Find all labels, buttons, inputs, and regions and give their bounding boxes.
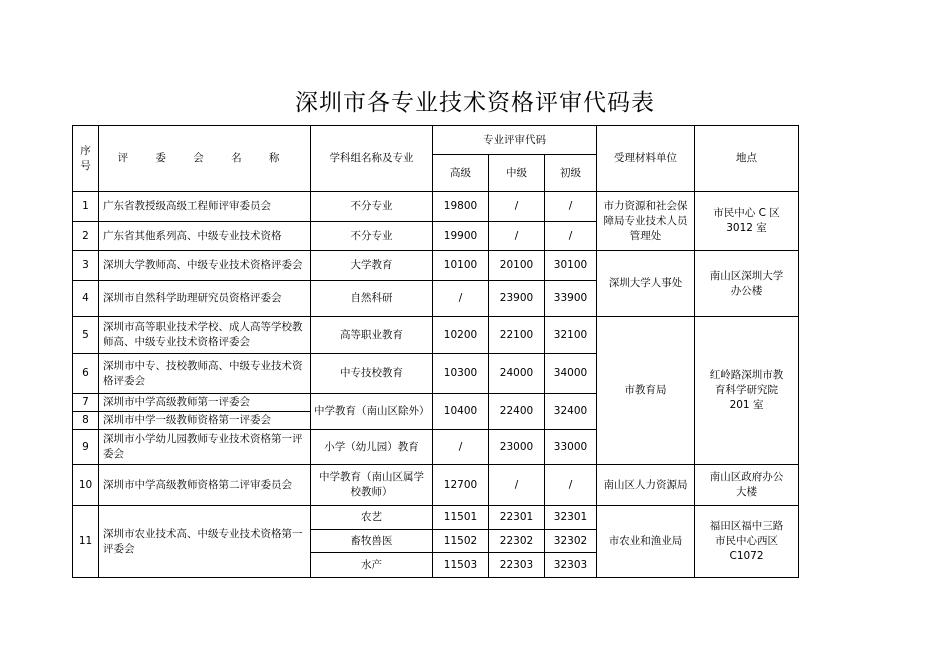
row-group: 水产 xyxy=(311,553,433,578)
header-middle: 中级 xyxy=(489,155,545,192)
row-senior: / xyxy=(433,281,489,317)
header-place: 地点 xyxy=(695,126,799,192)
row-middle: 23000 xyxy=(489,430,545,465)
code-table xyxy=(72,125,799,578)
unit-cell: 市农业和渔业局 xyxy=(597,506,695,578)
table-row xyxy=(73,251,799,281)
row-no: 7 xyxy=(73,394,99,412)
unit-cell: 南山区人力资源局 xyxy=(597,465,695,506)
table-row xyxy=(73,192,799,222)
row-middle: / xyxy=(489,192,545,222)
row-middle: 22400 xyxy=(489,394,545,430)
row-name: 深圳市中学高级教师第一评委会 xyxy=(99,394,311,412)
table-row xyxy=(73,465,799,506)
row-name: 深圳市中学一级教师资格第一评委会 xyxy=(99,412,311,430)
row-senior: 11503 xyxy=(433,553,489,578)
header-committee: 评 委 会 名 称 xyxy=(99,126,311,192)
row-group: 中专技校教育 xyxy=(311,354,433,394)
row-no: 9 xyxy=(73,430,99,465)
header-seq: 序 号 xyxy=(73,126,99,192)
row-junior: / xyxy=(545,465,597,506)
page-title: 深圳市各专业技术资格评审代码表 xyxy=(295,90,655,116)
row-senior: 11501 xyxy=(433,506,489,530)
place-cell: 南山区深圳大学 办公楼 xyxy=(695,251,799,317)
row-no: 10 xyxy=(73,465,99,506)
row-senior: 10100 xyxy=(433,251,489,281)
row-junior: 32303 xyxy=(545,553,597,578)
row-junior: 33000 xyxy=(545,430,597,465)
row-junior: 33900 xyxy=(545,281,597,317)
row-group: 畜牧兽医 xyxy=(311,530,433,553)
row-junior: 32100 xyxy=(545,317,597,354)
row-name: 广东省教授级高级工程师评审委员会 xyxy=(99,192,311,222)
place-cell: 红岭路深圳市教 育科学研究院 201 室 xyxy=(695,317,799,465)
row-middle: 22100 xyxy=(489,317,545,354)
row-no: 11 xyxy=(73,506,99,578)
row-middle: 20100 xyxy=(489,251,545,281)
row-name: 深圳大学教师高、中级专业技术资格评委会 xyxy=(99,251,311,281)
row-middle: / xyxy=(489,222,545,251)
row-no: 5 xyxy=(73,317,99,354)
row-senior: 19900 xyxy=(433,222,489,251)
row-senior: 10300 xyxy=(433,354,489,394)
header-code: 专业评审代码 xyxy=(433,126,597,155)
row-junior: 32301 xyxy=(545,506,597,530)
row-group: 中学教育（南山区除外） xyxy=(311,394,433,430)
row-senior: 12700 xyxy=(433,465,489,506)
header-row xyxy=(73,126,799,155)
row-name: 深圳市小学幼儿园教师专业技术资格第一评委会 xyxy=(99,430,311,465)
row-no: 6 xyxy=(73,354,99,394)
row-senior: 10400 xyxy=(433,394,489,430)
unit-cell: 市力资源和社会保障局专业技术人员管理处 xyxy=(597,192,695,251)
place-cell: 福田区福中三路 市民中心西区 C1072 xyxy=(695,506,799,578)
row-group: 中学教育（南山区属学校教师） xyxy=(311,465,433,506)
table-row xyxy=(73,506,799,530)
row-junior: 32302 xyxy=(545,530,597,553)
row-junior: / xyxy=(545,192,597,222)
row-no: 2 xyxy=(73,222,99,251)
row-group: 高等职业教育 xyxy=(311,317,433,354)
row-senior: 10200 xyxy=(433,317,489,354)
row-middle: 24000 xyxy=(489,354,545,394)
row-no: 8 xyxy=(73,412,99,430)
row-name: 深圳市中学高级教师资格第二评审委员会 xyxy=(99,465,311,506)
row-senior: / xyxy=(433,430,489,465)
row-junior: 30100 xyxy=(545,251,597,281)
row-no: 4 xyxy=(73,281,99,317)
row-middle: 23900 xyxy=(489,281,545,317)
row-no: 3 xyxy=(73,251,99,281)
row-junior: / xyxy=(545,222,597,251)
row-group: 不分专业 xyxy=(311,192,433,222)
row-group: 大学教育 xyxy=(311,251,433,281)
row-name: 深圳市农业技术高、中级专业技术资格第一评委会 xyxy=(99,506,311,578)
row-name: 深圳市中专、技校教师高、中级专业技术资格评委会 xyxy=(99,354,311,394)
row-middle: / xyxy=(489,465,545,506)
row-name: 广东省其他系列高、中级专业技术资格 xyxy=(99,222,311,251)
row-group: 小学（幼儿园）教育 xyxy=(311,430,433,465)
header-junior: 初级 xyxy=(545,155,597,192)
row-group: 不分专业 xyxy=(311,222,433,251)
row-middle: 22301 xyxy=(489,506,545,530)
unit-cell: 市教育局 xyxy=(597,317,695,465)
row-junior: 34000 xyxy=(545,354,597,394)
header-unit: 受理材料单位 xyxy=(597,126,695,192)
header-group: 学科组名称及专业 xyxy=(311,126,433,192)
unit-cell: 深圳大学人事处 xyxy=(597,251,695,317)
row-name: 深圳市高等职业技术学校、成人高等学校教师高、中级专业技术资格评委会 xyxy=(99,317,311,354)
row-senior: 11502 xyxy=(433,530,489,553)
row-junior: 32400 xyxy=(545,394,597,430)
row-no: 1 xyxy=(73,192,99,222)
row-middle: 22303 xyxy=(489,553,545,578)
row-group: 自然科研 xyxy=(311,281,433,317)
place-cell: 市民中心 C 区 3012 室 xyxy=(695,192,799,251)
row-senior: 19800 xyxy=(433,192,489,222)
row-group: 农艺 xyxy=(311,506,433,530)
row-name: 深圳市自然科学助理研究员资格评委会 xyxy=(99,281,311,317)
header-senior: 高级 xyxy=(433,155,489,192)
table-row xyxy=(73,317,799,354)
row-middle: 22302 xyxy=(489,530,545,553)
place-cell: 南山区政府办公 大楼 xyxy=(695,465,799,506)
